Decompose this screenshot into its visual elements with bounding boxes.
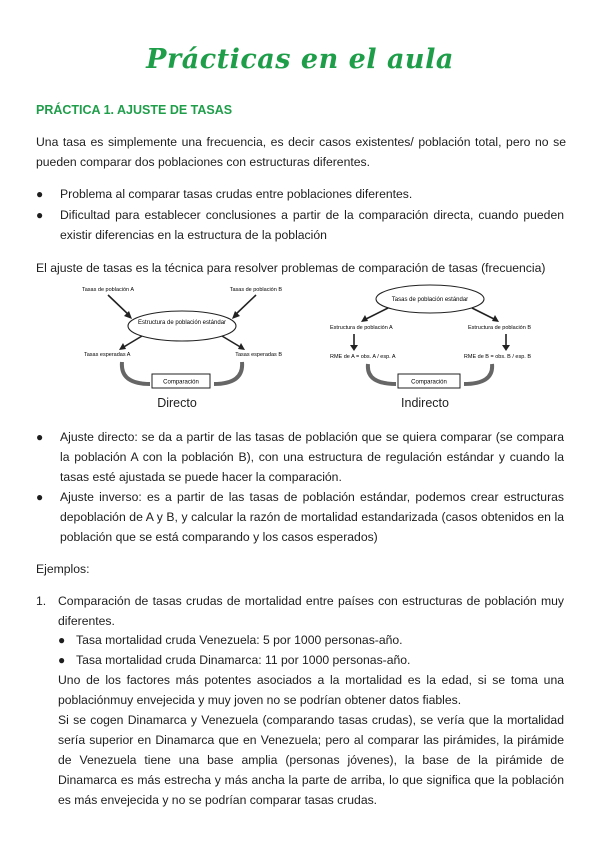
bullet-icon: ● [36, 208, 44, 222]
curved-arrow-icon [214, 362, 242, 384]
arrowhead-icon [502, 345, 510, 351]
diagram-label: RME de B = obs. B / esp. B [463, 354, 531, 360]
arrow-icon [108, 295, 130, 316]
example-item [36, 591, 564, 631]
bullet-icon: ● [36, 430, 44, 444]
section-heading: PRÁCTICA 1. AJUSTE DE TASAS [36, 103, 233, 117]
curved-arrow-icon [464, 364, 492, 384]
diagram-label: Comparación [411, 379, 447, 386]
diagram-label: Tasas de población B [229, 287, 282, 293]
curved-arrow-icon [122, 362, 150, 384]
diagram-directo [80, 282, 285, 394]
diagram-label: Comparación [163, 379, 199, 386]
diagram-indirecto [328, 282, 533, 394]
arrow-icon [234, 295, 256, 316]
list-item-text: Ajuste directo: se da a partir de las tasas de población que se quiera comparar (se compara la población A con la población B), con una estructura de regulación estándar y cuando la tasas esté ajustada se puede hacer la comparación. [60, 430, 564, 484]
arrow-icon [364, 308, 388, 320]
diagram-label: Estructura de población A [330, 325, 393, 331]
example-paragraph: Uno de los factores más potentes asociados a la mortalidad es la edad, si se toma una poblaciónmuy envejecida y muy joven no se podrían obtener datos fiables. [58, 673, 564, 707]
list-item [58, 650, 564, 670]
list-item [58, 630, 564, 650]
list-item-text: Problema al comparar tasas crudas entre poblaciones diferentes. [60, 187, 413, 201]
bullet-icon: ● [36, 490, 44, 504]
list-item-text: Tasa mortalidad cruda Dinamarca: 11 por 1000 personas-año. [76, 653, 411, 667]
example-paragraph: Si se cogen Dinamarca y Venezuela (comparando tasas crudas), se vería que la mortalidad sería superior en Dinamarca que en Venezuela; pero al comparar las pirámides, la pirámide de Venezuela tiene una base amplia (personas jóvenes), la base de la pirámide de Dinamarca es más estrecha y más ancha la parte de arriba, lo que significa que la población es más envejecida y no se podrían comparar tasas crudas. [58, 713, 564, 807]
diagram-label: Tasas esperadas A [84, 352, 131, 358]
diagram-caption: Indirecto [401, 396, 449, 410]
list-item [36, 427, 564, 487]
list-item-text: Dificultad para establecer conclusiones a partir de la comparación directa, cuando pueden existir diferencias en la estructura de la población [60, 208, 564, 242]
arrowhead-icon [350, 345, 358, 351]
diagram-label: Tasas de población A [82, 287, 134, 293]
ellipse-shape [128, 311, 236, 341]
bullet-icon: ● [36, 187, 44, 201]
list-item-text: Ajuste inverso: es a partir de las tasas de población estándar, podemos crear estructuras depoblación de A y B, y calcular la razón de mortalidad estandarizada (casos obtenidos en la población que se está comparando y los casos esperados) [60, 490, 564, 544]
ejemplos-label: Ejemplos: [36, 562, 90, 576]
diagram-label: Estructura de población B [468, 325, 531, 331]
bullet-icon: ● [58, 653, 66, 667]
example-text: Comparación de tasas crudas de mortalidad entre países con estructuras de población muy diferentes. [58, 594, 564, 628]
diagram-caption: Directo [157, 396, 197, 410]
diagram-label: Tasas esperadas B [235, 352, 282, 358]
page-title: Prácticas en el aula [146, 44, 454, 75]
curved-arrow-icon [368, 364, 396, 384]
diagram-label: RME de A = obs. A / esp. A [330, 354, 396, 360]
arrow-icon [122, 336, 142, 348]
ajuste-paragraph: El ajuste de tasas es la técnica para resolver problemas de comparación de tasas (frecuencia) [36, 261, 546, 275]
diagram-label: Estructura de población estándar [137, 320, 227, 326]
list-item [36, 205, 564, 245]
list-item [36, 184, 564, 204]
list-number: 1. [36, 594, 47, 608]
arrow-icon [222, 336, 242, 348]
arrow-icon [472, 308, 496, 320]
list-item [36, 487, 564, 547]
intro-paragraph: Una tasa es simplemente una frecuencia, es decir casos existentes/ población total, pero no se pueden comparar dos poblaciones con estructuras diferentes. [36, 135, 566, 169]
diagram-label: Tasas de población estándar [391, 297, 469, 303]
list-item-text: Tasa mortalidad cruda Venezuela: 5 por 1000 personas-año. [76, 633, 403, 647]
bullet-icon: ● [58, 633, 66, 647]
